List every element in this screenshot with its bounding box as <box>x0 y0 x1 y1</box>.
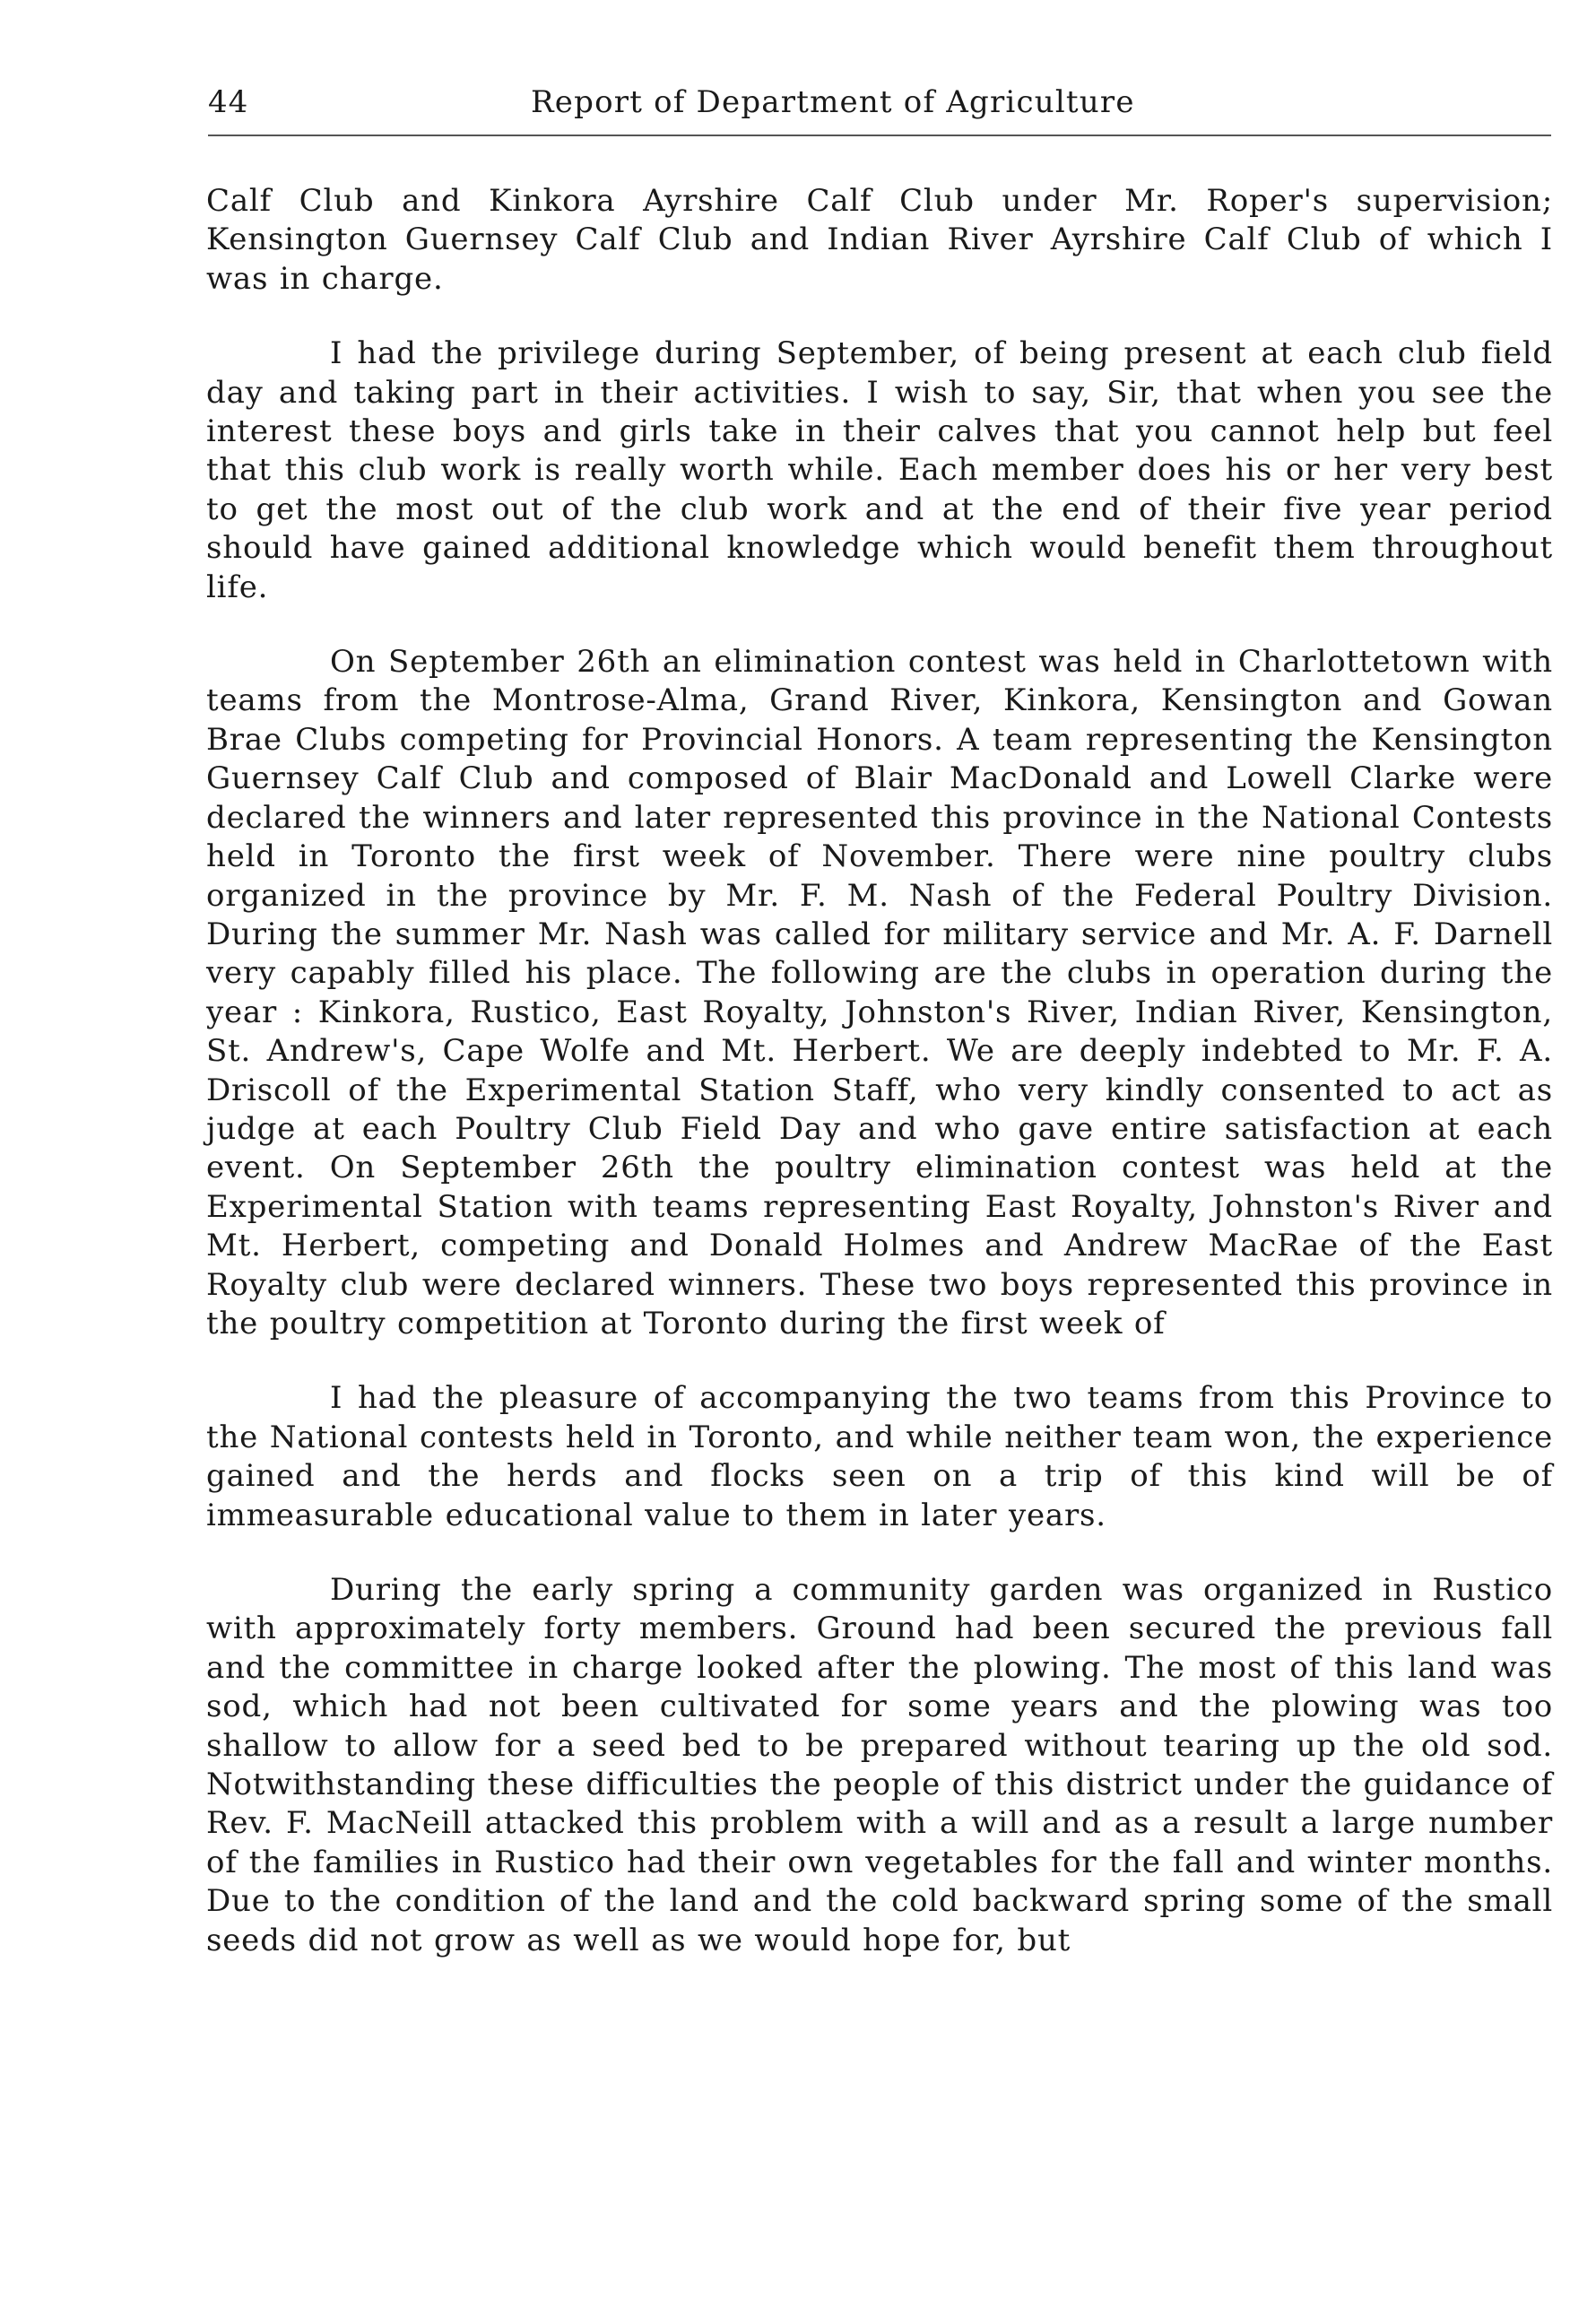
paragraph-continuation: Calf Club and Kinkora Ayrshire Calf Club under Mr. Roper's supervision; Kensington Guernsey Calf Club and Indian River Ayrshire Calf Club of which I was in charge. <box>206 183 1553 297</box>
running-header <box>208 79 1551 126</box>
paragraph-field-day: I had the privilege during September, of being present at each club field day and taking part in their activities. I wish to say, Sir, that when you see the interest these boys and girls take in their calves that you cannot help but feel that this club work is really worth while. Each member does his or her very best to get the most out of the club work and at the end of their five year period should have gained additional knowledge which would benefit them throughout life. <box>206 335 1553 605</box>
paragraph-elimination-contest: On September 26th an elimination contest was held in Charlottetown with teams from the Montrose-Alma, Grand River, Kinkora, Kensington and Gowan Brae Clubs competing for Provincial Honors. A team representing the Kensington Guernsey Calf Club and composed of Blair MacDonald and Lowell Clarke were declared the winners and later represented this province in the National Contests held in Toronto the first week of November. There were nine poultry clubs organized in the province by Mr. F. M. Nash of the Federal Poultry Division. During the summer Mr. Nash was called for military service and Mr. A. F. Darnell very capably filled his place. The following are the clubs in operation during the year : Kinkora, Rustico, East Royalty, Johnston's River, Indian River, Kensington, St. Andrew's, Cape Wolfe and Mt. Herbert. We are deeply indebted to Mr. F. A. Driscoll of the Experimental Station Staff, who very kindly consented to act as judge at each Poultry Club Field Day and who gave entire satisfaction at each event. On September 26th the poultry elimination contest was held at the Experimental Station with teams representing East Royalty, Johnston's River and Mt. Herbert, competing and Donald Holmes and Andrew MacRae of the East Royalty club were declared winners. These two boys represented this province in the poultry competition at Toronto during the first week of <box>206 644 1553 1341</box>
paragraph-national-contests: I had the pleasure of accompanying the two teams from this Province to the National contests held in Toronto, and while neither team won, the experience gained and the herds and flocks seen on a trip of this kind will be of immeasurable educational value to them in later years. <box>206 1380 1553 1533</box>
paragraph-community-garden: During the early spring a community garden was organized in Rustico with approximately forty members. Ground had been secured the previous fall and the committee in charge looked after the plowing. The most of this land was sod, which had not been cultivated for some years and the plowing was too shallow to allow for a seed bed to be prepared without tearing up the old sod. Notwithstanding these difficulties the people of this district under the guidance of Rev. F. MacNeill attacked this problem with a will and as a result a large number of the families in Rustico had their own vegetables for the fall and winter months. Due to the condition of the land and the cold backward spring some of the small seeds did not grow as well as we would hope for, but <box>206 1572 1553 1958</box>
body-text <box>206 182 1553 1996</box>
running-title: Report of Department of Agriculture <box>531 84 1135 120</box>
page-number: 44 <box>208 84 249 120</box>
header-rule <box>208 135 1551 136</box>
